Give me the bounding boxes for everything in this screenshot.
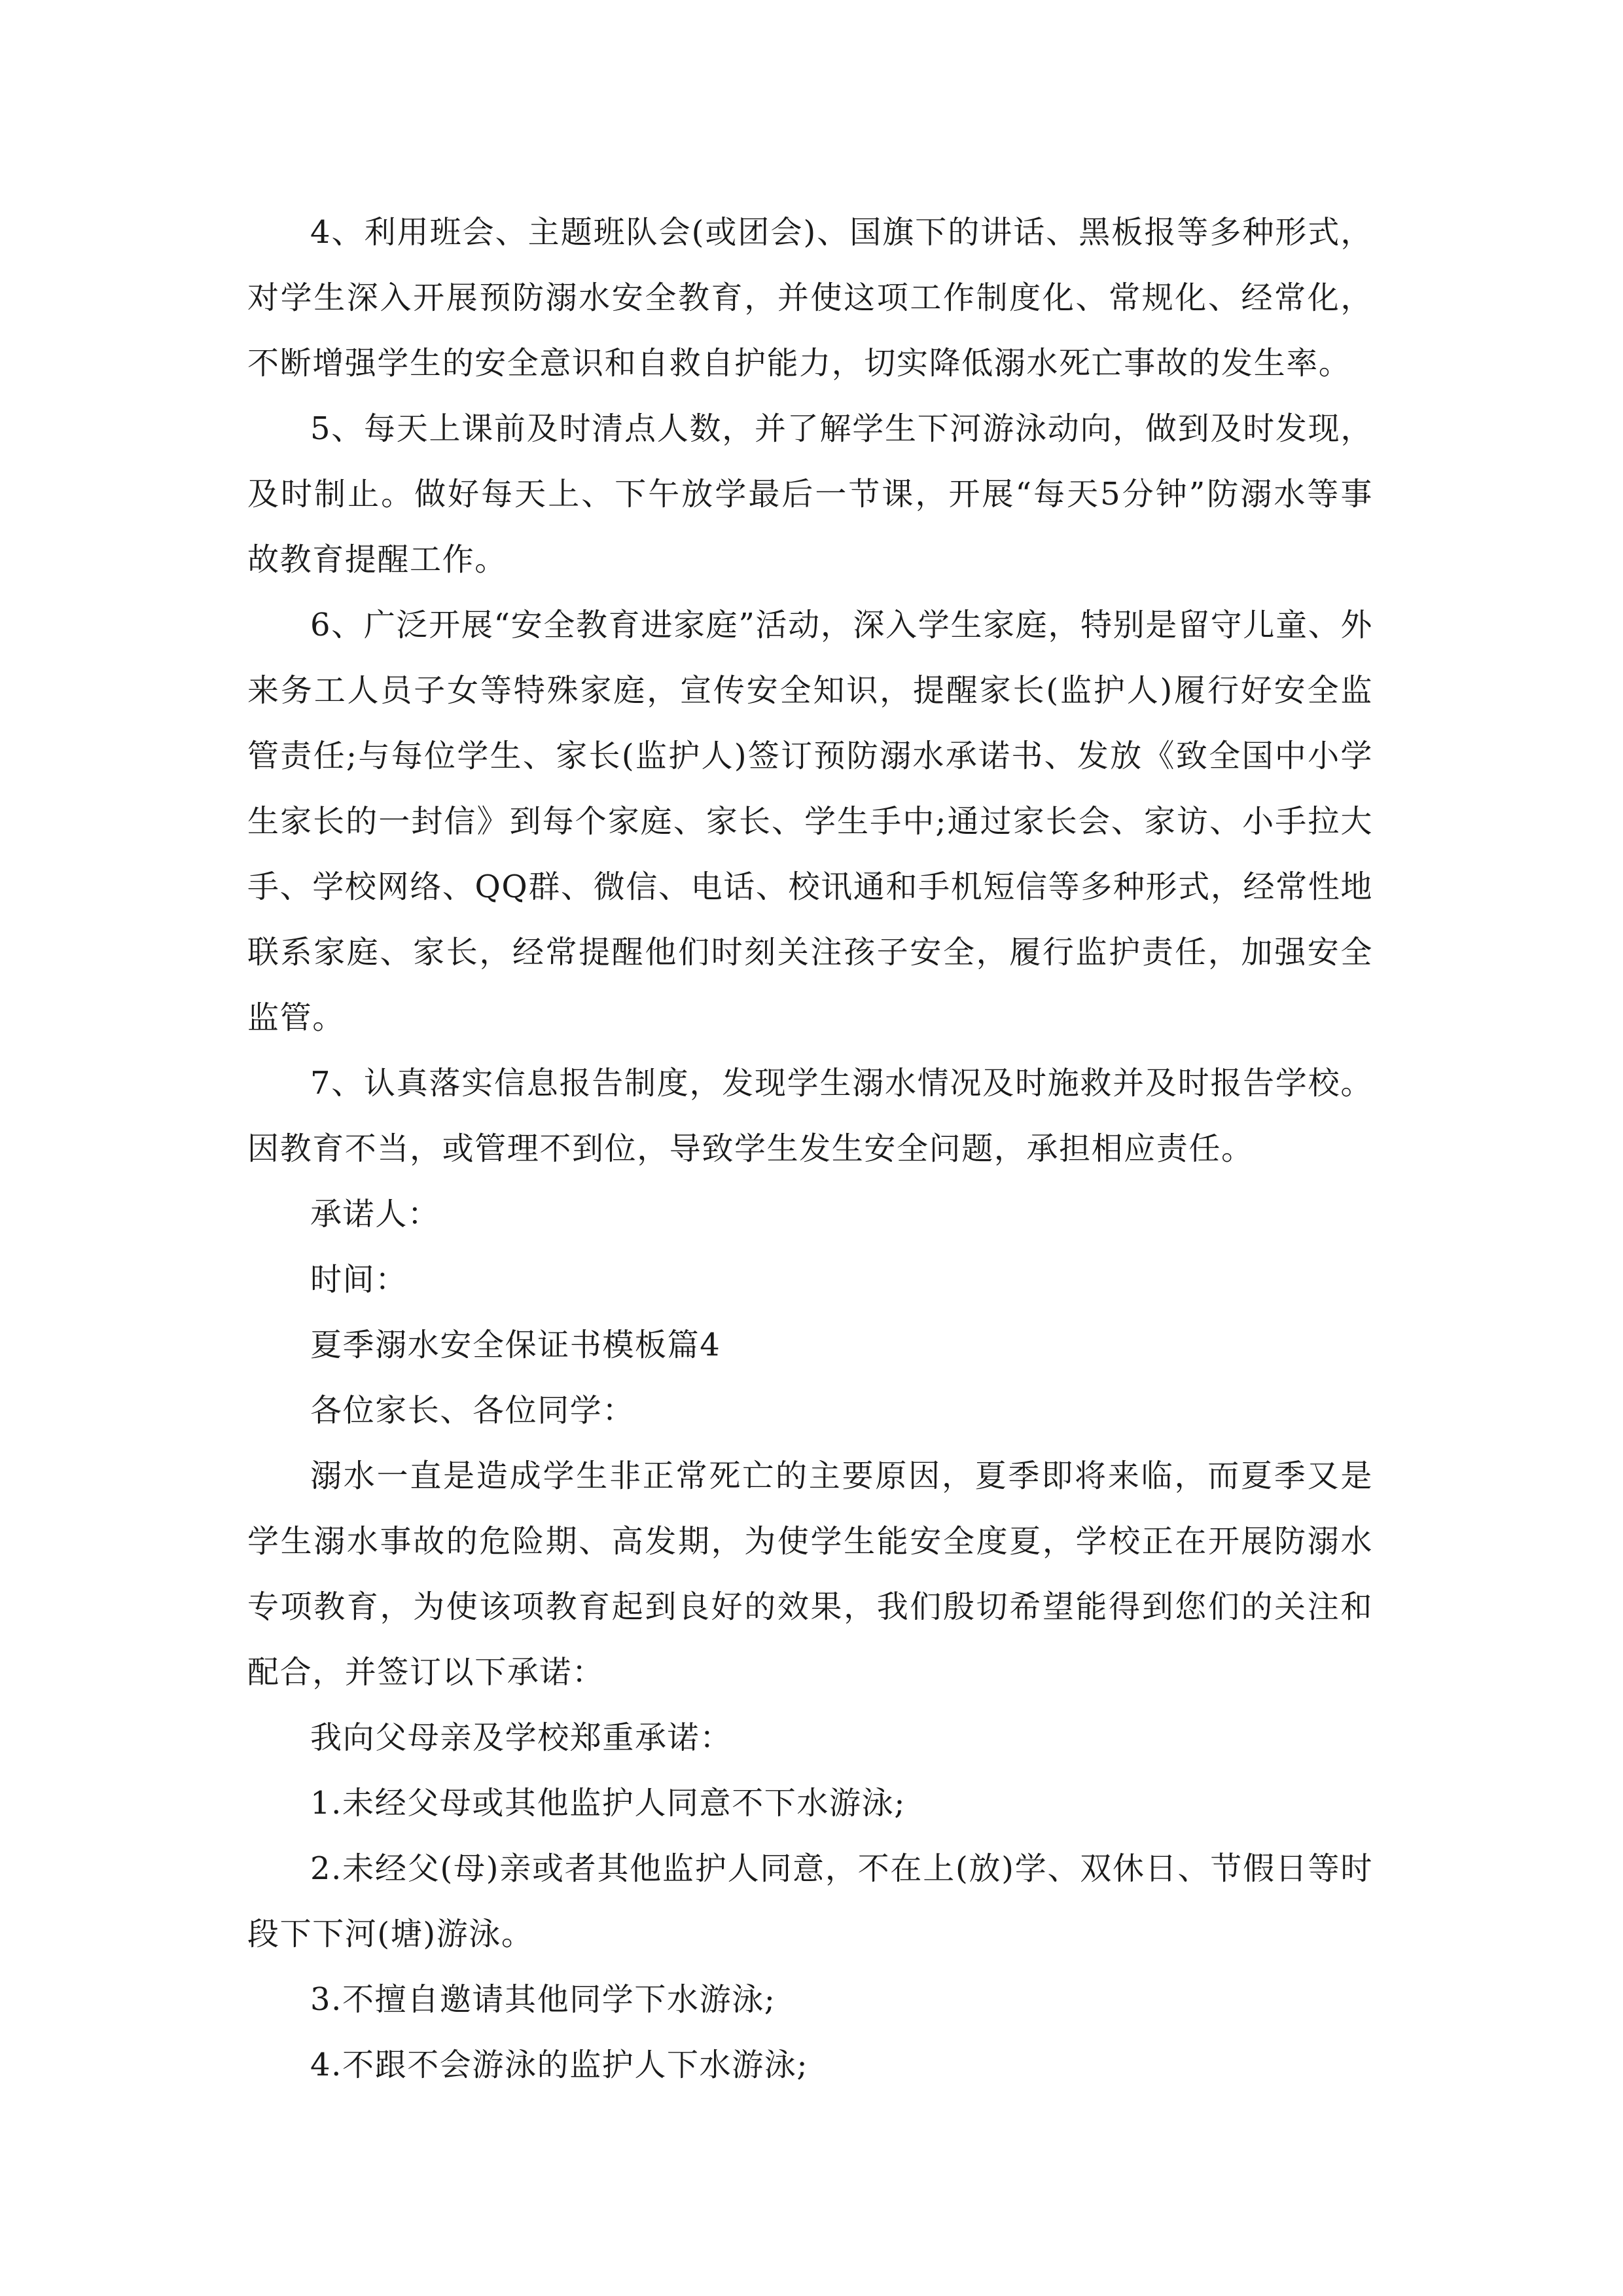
pledge-item-2: 2.未经父(母)亲或者其他监护人同意，不在上(放)学、双休日、节假日等时段下下河(塘)游泳。: [247, 1850, 1373, 1952]
intro-paragraph: 溺水一直是造成学生非正常死亡的主要原因，夏季即将来临，而夏季又是学生溺水事故的危险期、高发期，为使学生能安全度夏，学校正在开展防溺水专项教育，为使该项教育起到良好的效果，我们殷切希望能得到您们的关注和配合，并签订以下承诺：: [247, 1458, 1373, 1691]
pledge-item-3: 3.不擅自邀请其他同学下水游泳;: [310, 1981, 776, 2018]
paragraph-item-7: 7、认真落实信息报告制度，发现学生溺水情况及时施救并及时报告学校。因教育不当，或管理不到位，导致学生发生安全问题，承担相应责任。: [247, 1065, 1373, 1167]
promisor-label: 承诺人：: [310, 1196, 440, 1232]
paragraph-item-5: 5、每天上课前及时清点人数，并了解学生下河游泳动向，做到及时发现，及时制止。做好每天上、下午放学最后一节课，开展“每天5分钟”防溺水等事故教育提醒工作。: [247, 410, 1373, 578]
pledge-item-1: 1.未经父母或其他监护人同意不下水游泳;: [310, 1785, 906, 1821]
greeting: 各位家长、各位同学：: [310, 1392, 635, 1429]
pledge-intro: 我向父母亲及学校郑重承诺：: [310, 1719, 732, 1756]
paragraph-item-4: 4、利用班会、主题班队会(或团会)、国旗下的讲话、黑板报等多种形式，对学生深入开展预防溺水安全教育，并使这项工作制度化、常规化、经常化，不断增强学生的安全意识和自救自护能力，切实降低溺水死亡事故的发生率。: [247, 214, 1373, 382]
time-label: 时间：: [310, 1261, 408, 1298]
document-body: [247, 200, 1373, 2098]
paragraph-item-6: 6、广泛开展“安全教育进家庭”活动，深入学生家庭，特别是留守儿童、外来务工人员子女等特殊家庭，宣传安全知识，提醒家长(监护人)履行好安全监管责任;与每位学生、家长(监护人)签订预防溺水承诺书、发放《致全国中小学生家长的一封信》到每个家庭、家长、学生手中;通过家长会、家访、小手拉大手、学校网络、QQ群、微信、电话、校讯通和手机短信等多种形式，经常性地联系家庭、家长，经常提醒他们时刻关注孩子安全，履行监护责任，加强安全监管。: [247, 607, 1373, 1036]
pledge-item-4: 4.不跟不会游泳的监护人下水游泳;: [310, 2047, 809, 2083]
section-title: 夏季溺水安全保证书模板篇4: [310, 1327, 721, 1363]
